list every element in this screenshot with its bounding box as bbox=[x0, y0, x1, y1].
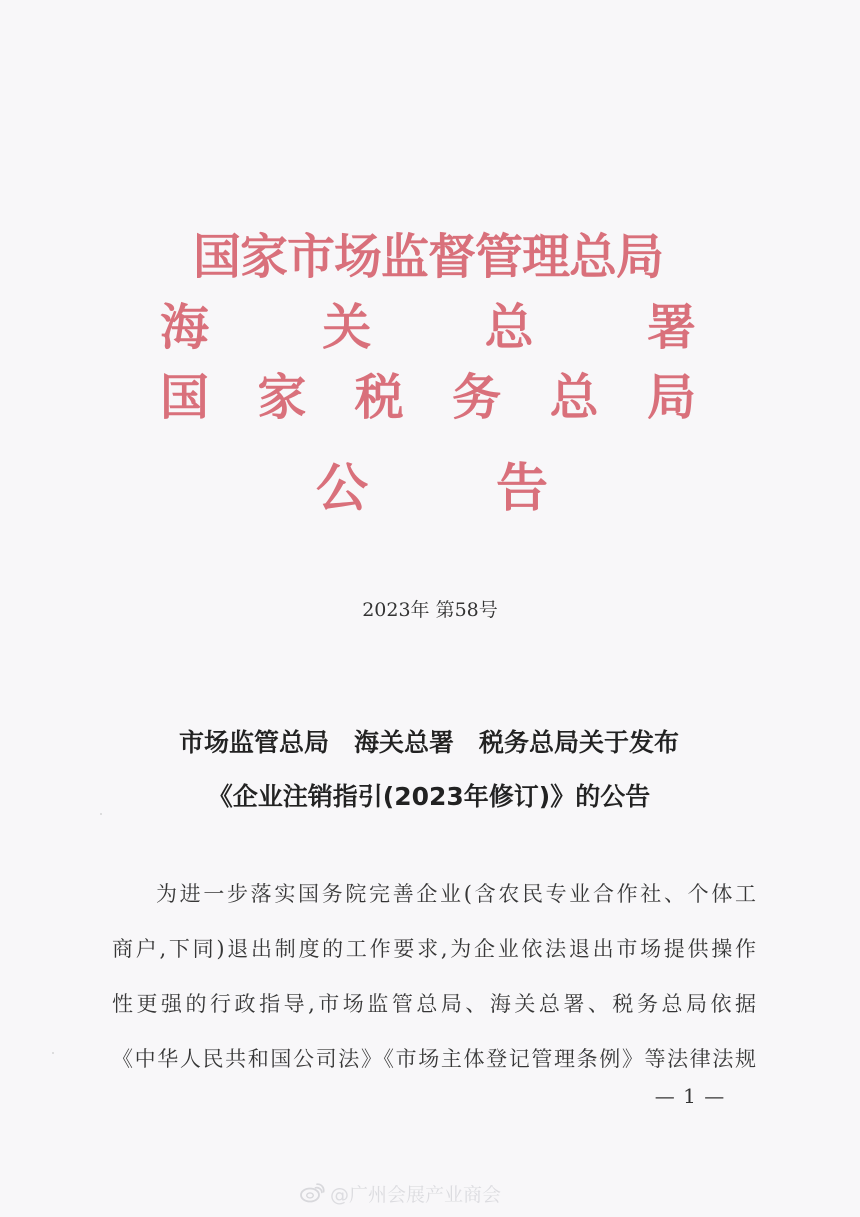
weibo-icon bbox=[300, 1182, 325, 1204]
body-line: 性更强的行政指导,市场监管总局、海关总署、税务总局依据 bbox=[112, 992, 756, 1016]
watermark-text: @广州会展产业商会 bbox=[330, 1183, 502, 1206]
issuer-taxation-char: 国 bbox=[160, 367, 210, 426]
issuer-market-regulation-text: 国家市场监督管理总局 bbox=[192, 229, 663, 285]
announcement-subject-line-2: 《企业注销指引(2023年修订)》的公告 bbox=[207, 782, 651, 811]
page-number: — 1 — bbox=[654, 1084, 726, 1108]
announcement-char: 公 bbox=[316, 458, 369, 519]
issuer-taxation bbox=[160, 362, 696, 432]
announcement-heading bbox=[316, 454, 548, 524]
issuer-customs-char: 署 bbox=[646, 297, 696, 356]
issuer-taxation-char: 家 bbox=[257, 367, 307, 426]
scan-speck bbox=[100, 813, 102, 815]
issuer-taxation-char: 务 bbox=[452, 367, 502, 426]
issuer-market-regulation bbox=[160, 222, 696, 292]
body-line: 《中华人民共和国公司法》《市场主体登记管理条例》等法律法规 bbox=[112, 1047, 756, 1071]
issuer-taxation-char: 局 bbox=[646, 367, 696, 426]
issuer-customs-char: 海 bbox=[160, 297, 210, 356]
issuing-authorities bbox=[160, 222, 696, 432]
body-line: 商户,下同)退出制度的工作要求,为企业依法退出市场提供操作 bbox=[112, 937, 756, 961]
issuer-taxation-char: 税 bbox=[354, 367, 404, 426]
body-line: 为进一步落实国务院完善企业(含农民专业合作社、个体工 bbox=[156, 882, 756, 906]
announcement-subject bbox=[104, 716, 754, 824]
announcement-subject-line-1: 市场监管总局 海关总署 税务总局关于发布 bbox=[178, 728, 679, 757]
issuer-customs-char: 总 bbox=[484, 297, 534, 356]
issuer-customs-char: 关 bbox=[322, 297, 372, 356]
scan-speck bbox=[52, 1052, 54, 1054]
issuer-customs bbox=[160, 292, 696, 362]
announcement-body bbox=[112, 867, 756, 1087]
announcement-char: 告 bbox=[495, 458, 548, 519]
document-number: 2023年 第58号 bbox=[362, 599, 498, 621]
source-watermark bbox=[300, 1180, 501, 1206]
issuer-taxation-char: 总 bbox=[549, 367, 599, 426]
